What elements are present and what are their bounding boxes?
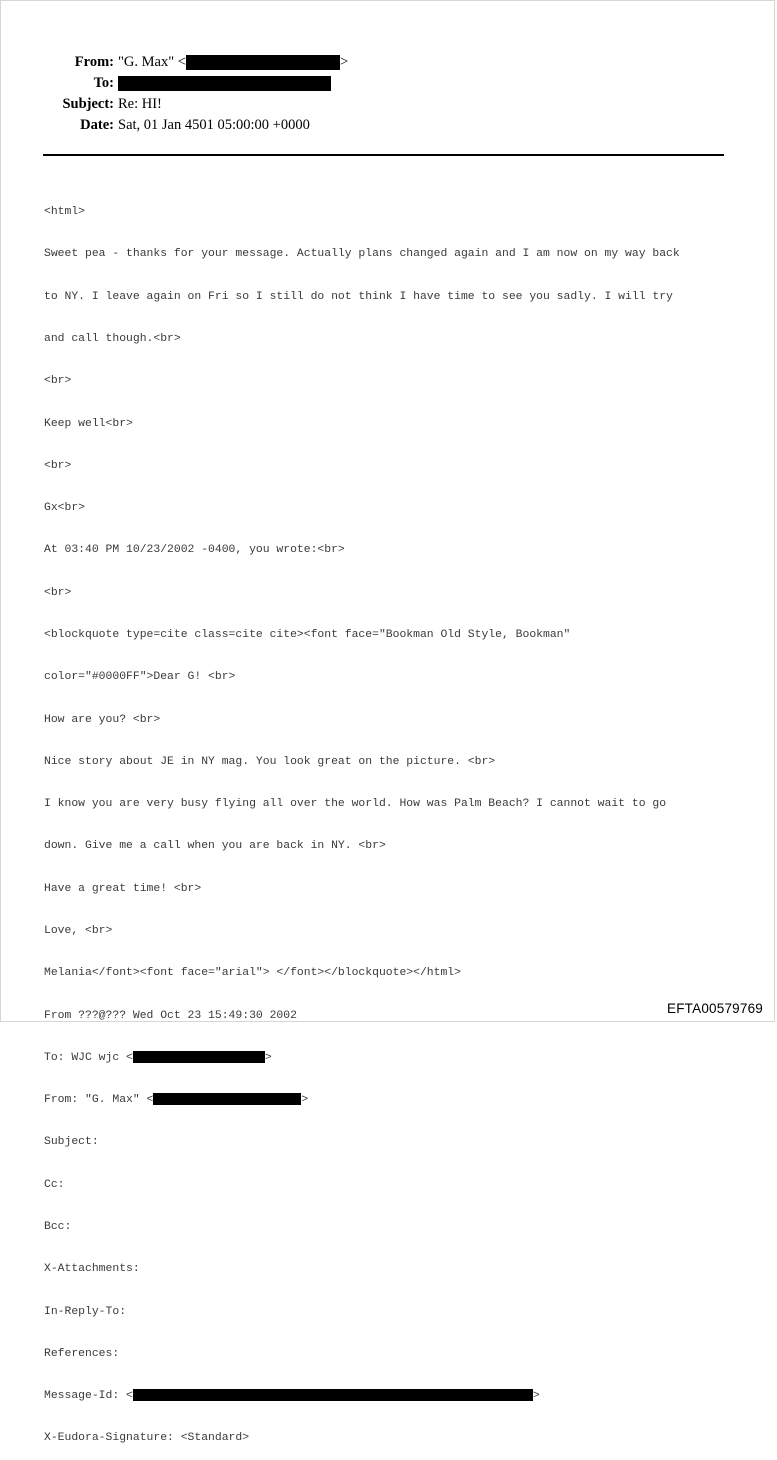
body-line: At 03:40 PM 10/23/2002 -0400, you wrote:<br>	[44, 544, 345, 557]
cc-meta-line: Cc:	[44, 1178, 65, 1191]
redaction-bar	[133, 1389, 533, 1401]
from-line-prefix: From: "G. Max" <	[44, 1094, 154, 1107]
header-subject-row	[44, 94, 348, 115]
body-line: down. Give me a call when you are back in NY. <br>	[44, 840, 386, 853]
message-id-line	[44, 1389, 744, 1403]
body-line: Keep well<br>	[44, 417, 133, 430]
attachments-meta-line: X-Attachments:	[44, 1263, 140, 1276]
from-line	[44, 1093, 744, 1107]
body-line: <br>	[44, 459, 72, 472]
header-date-row	[44, 115, 348, 136]
body-line: Love, <br>	[44, 924, 113, 937]
from-suffix: >	[339, 54, 349, 70]
body-line: <br>	[44, 586, 72, 599]
to-label: To:	[93, 75, 114, 91]
date-value: Sat, 01 Jan 4501 05:00:00 +0000	[118, 117, 310, 133]
body-line: and call though.<br>	[44, 333, 181, 346]
redaction-bar	[153, 1093, 301, 1105]
from-prefix: "G. Max" <	[118, 54, 186, 70]
header-divider	[43, 154, 724, 156]
from-label: From:	[74, 54, 114, 70]
subject-label: Subject:	[62, 96, 114, 112]
message-id-prefix: Message-Id: <	[44, 1390, 133, 1403]
references-meta-line: References:	[44, 1347, 120, 1360]
redaction-bar	[133, 1051, 265, 1063]
signature-line: X-Eudora-Signature: <Standard>	[44, 1432, 250, 1445]
to-line-prefix: To: WJC wjc <	[44, 1051, 133, 1064]
to-line	[44, 1051, 744, 1065]
body-line: Sweet pea - thanks for your message. Actually plans changed again and I am now on my way back	[44, 248, 680, 261]
header-to-row	[44, 73, 348, 94]
body-line: Melania</font><font face="arial"> </font></blockquote></html>	[44, 967, 461, 980]
body-line: color="#0000FF">Dear G! <br>	[44, 671, 236, 684]
body-line: From ???@??? Wed Oct 23 15:49:30 2002	[44, 1009, 297, 1022]
message-id-suffix: >	[532, 1390, 540, 1403]
body-line: <html>	[44, 206, 86, 219]
body-line: Nice story about JE in NY mag. You look great on the picture. <br>	[44, 755, 496, 768]
body-line: <blockquote type=cite class=cite cite><font face="Bookman Old Style, Bookman"	[44, 629, 571, 641]
email-header	[44, 52, 348, 136]
subject-value: Re: HI!	[118, 96, 162, 112]
body-line: to NY. I leave again on Fri so I still do not think I have time to see you sadly. I will try	[44, 290, 673, 303]
body-line: <br>	[44, 375, 72, 388]
subject-meta-line: Subject:	[44, 1136, 99, 1149]
body-line: How are you? <br>	[44, 713, 161, 726]
redaction-bar	[118, 76, 331, 91]
bates-number: EFTA00579769	[667, 1001, 763, 1016]
redaction-bar	[186, 55, 340, 70]
body-line: Have a great time! <br>	[44, 882, 202, 895]
in-reply-to-meta-line: In-Reply-To:	[44, 1305, 127, 1318]
to-line-suffix: >	[264, 1051, 272, 1064]
header-from-row	[44, 52, 348, 73]
body-line: Gx<br>	[44, 502, 86, 515]
email-body	[44, 177, 744, 1460]
from-line-suffix: >	[301, 1094, 309, 1107]
body-line: I know you are very busy flying all over the world. How was Palm Beach? I cannot wait to go	[44, 798, 667, 811]
bcc-meta-line: Bcc:	[44, 1220, 72, 1233]
date-label: Date:	[80, 117, 114, 133]
